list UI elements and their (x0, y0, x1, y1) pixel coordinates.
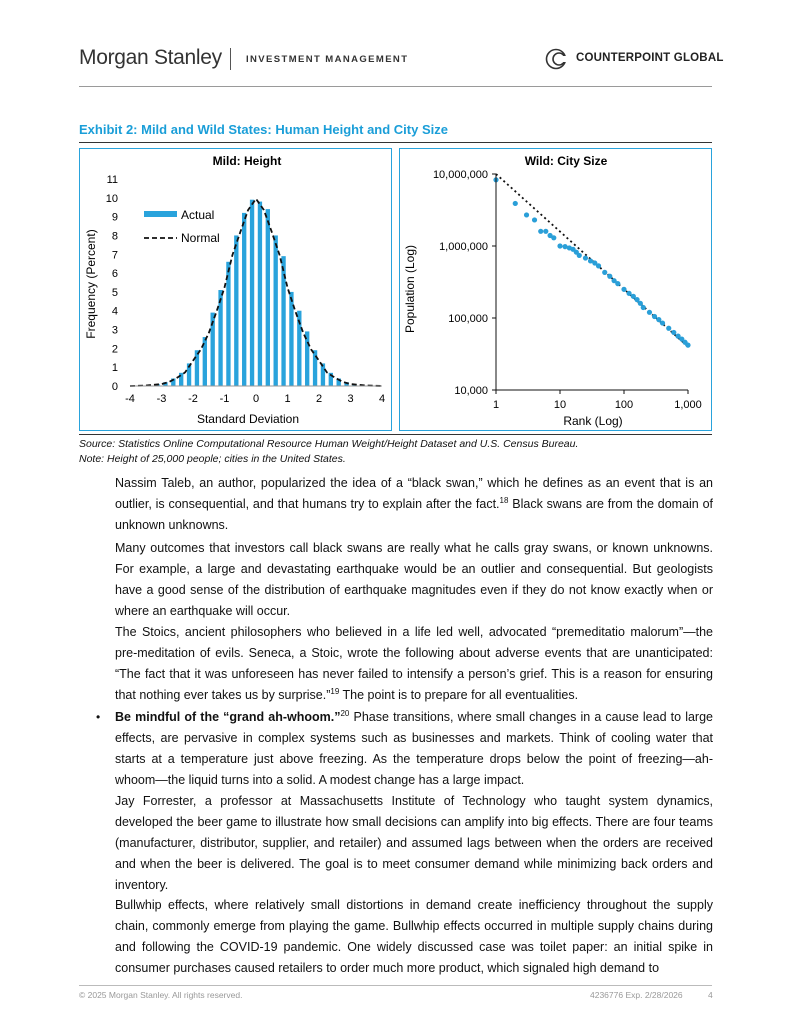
paragraph-text: The point is to prepare for all eventualities. (339, 688, 579, 702)
source-note (79, 437, 578, 467)
paragraph-text: Phase transitions, where small changes in a cause lead to large effects, are pervasive in complex systems such as businesses and markets. Think of cooling water that starts at a temperature just above freezing. As the temperature drops below the point of freezing—ah-whoom—the liquid turns into a solid. A modest change has a large impact. (115, 710, 713, 787)
city-point (513, 201, 518, 206)
paragraph-stoics (115, 622, 713, 706)
city-point (524, 212, 529, 217)
chart-title: Wild: City Size (524, 154, 608, 168)
legend-normal-label: Normal (181, 231, 220, 245)
chart-title: Mild: Height (212, 154, 282, 168)
x-axis-label: Rank (Log) (563, 414, 623, 428)
city-point (626, 291, 631, 296)
x-tick-label: 3 (347, 393, 354, 405)
paragraph-text: The Stoics, ancient philosophers who believed in a life led well, advocated “premeditatio malorum”—the pre-meditation of evils. Seneca, a Stoic, wrote the following about adverse events that are unanticipated: “The fact that it was unforeseen has never failed to intensify a person’s grief. This is a reason for ensuring that nothing ever takes us by surprise.” (115, 625, 713, 702)
paragraph-text: Black swans are from the domain of unknown unknowns. (115, 497, 713, 532)
x-tick-label: -2 (188, 393, 198, 405)
x-tick-label: -1 (219, 393, 230, 405)
bar-actual (274, 235, 278, 386)
exhibit-bottom-rule (79, 434, 712, 435)
bar-actual (218, 290, 222, 386)
x-axis-label: Standard Deviation (196, 412, 300, 426)
y-tick-label: 1 (111, 362, 118, 375)
city-point (596, 263, 601, 268)
exhibit-rule (79, 142, 712, 143)
city-point (685, 343, 690, 348)
bar-actual (226, 262, 230, 386)
bar-actual (250, 200, 254, 386)
legend-actual-label: Actual (181, 208, 215, 222)
city-point (583, 255, 588, 260)
note-line: Note: Height of 25,000 people; cities in the United States. (79, 453, 346, 465)
x-tick-label: -4 (125, 393, 135, 405)
footer-page-number: 4 (708, 990, 713, 1000)
division-label: INVESTMENT MANAGEMENT (246, 54, 409, 65)
city-point (543, 229, 548, 234)
footnote-ref: 20 (340, 708, 350, 718)
height-chart (80, 149, 391, 430)
y-tick-label: 3 (111, 324, 118, 337)
x-tick-label: 4 (378, 393, 386, 405)
y-tick-label: 100,000 (448, 313, 488, 325)
y-tick-label: 4 (111, 305, 118, 318)
city-point (652, 314, 657, 319)
bar-actual (179, 373, 183, 386)
city-point (641, 305, 646, 310)
city-point (551, 235, 556, 240)
footer-code: 4236776 Exp. 2/28/2026 (590, 990, 683, 1000)
bar-actual (313, 350, 317, 386)
x-tick-label: 0 (252, 393, 260, 405)
bar-actual (258, 202, 262, 386)
footnote-ref: 18 (499, 495, 509, 505)
header-divider (230, 48, 231, 70)
source-line: Source: Statistics Online Computational Resource Human Weight/Height Dataset and U.S. Census Bureau. (79, 438, 579, 450)
brand-logo: Morgan Stanley (79, 46, 222, 69)
paragraph-bullwhip: Bullwhip effects, where relatively small distortions in demand create inefficiency throughout the supply chain, commonly emerge from playing the game. Bullwhip effects occurred in multiple supply chains during and following the COVID-19 pandemic. One widely discussed case was toilet paper: an initial spike in consumer purchases caused retailers to order much more product, which signaled high demand to (115, 898, 713, 975)
bar-actual (266, 209, 270, 386)
bar-actual (305, 331, 309, 386)
counterpoint-logo-icon (545, 47, 569, 71)
y-tick-label: 6 (111, 268, 118, 281)
y-tick-label: 8 (111, 230, 118, 243)
y-tick-label: 1,000,000 (439, 241, 488, 253)
x-tick-label: -3 (156, 393, 167, 405)
height-chart-panel (79, 148, 392, 431)
paragraph-ah-whoom (115, 707, 713, 791)
city-point (602, 270, 607, 275)
city-chart-panel (399, 148, 712, 431)
bullet-heading: Be mindful of the “grand ah-whoom.” (115, 710, 341, 724)
bar-actual (234, 235, 238, 386)
paragraph-text: Nassim Taleb, an author, popularized the idea of a “black swan,” which he defines as an event that is an outlier, is consequential, and that humans try to explain after the fact. (115, 476, 713, 511)
x-tick-label: 1 (284, 393, 291, 405)
y-tick-label: 0 (111, 381, 118, 393)
header-rule (79, 86, 712, 87)
y-tick-label: 10,000,000 (432, 169, 488, 181)
y-tick-label: 7 (111, 249, 118, 262)
city-point (607, 274, 612, 279)
x-tick-label: 1 (492, 399, 500, 411)
y-tick-label: 10 (105, 192, 118, 205)
y-axis-label: Population (Log) (403, 244, 417, 334)
city-point (615, 281, 620, 286)
paragraph-black-swan (115, 473, 713, 536)
x-tick-label: 10 (553, 399, 567, 411)
city-point (671, 330, 676, 335)
footer-copyright: © 2025 Morgan Stanley. All rights reserved. (79, 990, 243, 1000)
city-point (660, 320, 665, 325)
x-tick-label: 100 (614, 399, 634, 411)
legend-actual-swatch (144, 211, 177, 217)
city-chart (400, 149, 711, 430)
paragraph-gray-swans: Many outcomes that investors call black swans are really what he calls gray swans, or known unknowns. For example, a large and devastating earthquake would be an outlier and consequential. But geologists have a good sense of the distribution of earthquake magnitudes even if they do not know exactly when or where an earthquake will occur. (115, 541, 713, 618)
exhibit-title: Exhibit 2: Mild and Wild States: Human Height and City Size (79, 122, 448, 137)
city-point (666, 326, 671, 331)
paragraph-beer-game: Jay Forrester, a professor at Massachusetts Institute of Technology who taught system dynamics, developed the beer game to illustrate how small decisions can amplify into big effects. There are four teams (manufacturer, distributor, supplier, and retailer) and assumed lags between when the orders are received and when the beer is delivered. The goal is to meet consumer demand while minimizing back orders and inventory. (115, 794, 713, 892)
city-point (638, 301, 643, 306)
footer-rule (79, 985, 712, 986)
city-point (532, 217, 537, 222)
bar-actual (321, 363, 325, 386)
city-point (621, 287, 626, 292)
y-tick-label: 10,000 (454, 385, 488, 397)
bar-actual (195, 350, 199, 386)
y-tick-label: 11 (106, 174, 118, 186)
y-tick-label: 9 (111, 211, 118, 224)
x-tick-label: 1,000 (674, 399, 702, 411)
city-point (538, 229, 543, 234)
x-tick-label: 2 (315, 393, 323, 405)
y-tick-label: 5 (111, 286, 118, 299)
city-point (577, 253, 582, 258)
footnote-ref: 19 (330, 686, 340, 696)
city-point (557, 243, 562, 248)
bar-actual (242, 213, 246, 386)
y-axis-label: Frequency (Percent) (84, 229, 98, 339)
city-point (647, 310, 652, 315)
y-tick-label: 2 (111, 343, 118, 356)
bullet-icon: • (96, 710, 101, 724)
partner-label: COUNTERPOINT GLOBAL (576, 52, 724, 64)
normal-curve (130, 199, 382, 386)
